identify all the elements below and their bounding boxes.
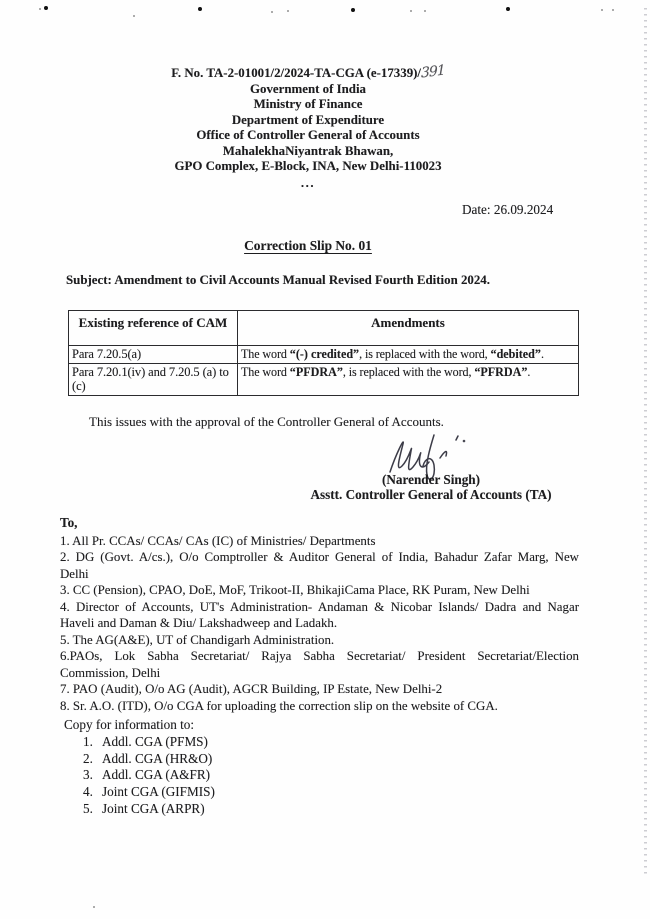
header-existing-reference: Existing reference of CAM bbox=[69, 311, 238, 346]
item-number: 4. bbox=[83, 784, 93, 800]
cell-amendment bbox=[237, 346, 578, 364]
file-number-printed: F. No. TA-2-01001/2/2024-TA-CGA (e-17339)/ bbox=[171, 66, 422, 80]
list-item: 7. PAO (Audit), O/o AG (Audit), AGCR Building, IP Estate, New Delhi-2 bbox=[60, 682, 443, 697]
list-item: 4. Director of Accounts, UT's Administration- Andaman & Nicobar Islands/ Dadra and Nagar bbox=[60, 599, 579, 614]
copy-list-item bbox=[83, 767, 215, 784]
file-number-handwritten: 391 bbox=[420, 62, 445, 82]
list-item: 5. The AG(A&E), UT of Chandigarh Administration. bbox=[60, 632, 335, 647]
list-item: 1. All Pr. CCAs/ CCAs/ CAs (IC) of Ministries/ Departments bbox=[60, 534, 376, 548]
copy-list-item bbox=[83, 801, 215, 818]
list-item-continuation: Delhi bbox=[60, 566, 89, 581]
header-amendments: Amendments bbox=[237, 311, 578, 346]
letterhead bbox=[48, 62, 568, 191]
item-number: 3. bbox=[83, 767, 93, 783]
letterhead-line-address: GPO Complex, E-Block, INA, New Delhi-110023 bbox=[174, 159, 442, 173]
list-item: 6.PAOs, Lok Sabha Secretariat/ Rajya Sabha Secretariat/ President Secretariat/Election bbox=[60, 649, 579, 664]
amendment-old-word: “PFDRA” bbox=[289, 364, 343, 379]
item-number: 5. bbox=[83, 800, 93, 816]
distribution-list bbox=[60, 533, 579, 714]
signatory-name: (Narender Singh) bbox=[381, 472, 481, 487]
list-item-continuation: Commission, Delhi bbox=[60, 665, 161, 680]
copy-for-information-label: Copy for information to: bbox=[64, 717, 195, 732]
list-item: 3. CC (Pension), CPAO, DoE, MoF, Trikoot-II, BhikajiCama Place, RK Puram, New Delhi bbox=[60, 583, 530, 598]
separator-dots: ... bbox=[300, 175, 316, 190]
approval-statement: This issues with the approval of the Controller General of Accounts. bbox=[89, 414, 444, 429]
item-text: Joint CGA (GIFMIS) bbox=[102, 784, 215, 800]
cell-reference: Para 7.20.5(a) bbox=[69, 346, 238, 364]
cell-reference: Para 7.20.1(iv) and 7.20.5 (a) to (c) bbox=[69, 363, 238, 395]
list-item-continuation: Haveli and Daman & Diu/ Lakshadweep and Ladakh. bbox=[60, 616, 338, 631]
item-number: 1. bbox=[83, 734, 93, 749]
amendment-text: The word bbox=[240, 347, 290, 361]
letterhead-line-office: Office of Controller General of Accounts bbox=[196, 128, 420, 142]
copy-list bbox=[83, 734, 215, 818]
copy-list-item bbox=[83, 751, 215, 768]
table-row bbox=[69, 346, 579, 364]
subject-line: Subject: Amendment to Civil Accounts Manual Revised Fourth Edition 2024. bbox=[66, 273, 490, 287]
amendments-table bbox=[68, 310, 579, 396]
amendment-new-word: “PFRDA” bbox=[474, 364, 528, 379]
amendment-text: The word bbox=[240, 364, 290, 379]
amendment-text: , is replaced with the word, bbox=[359, 347, 491, 361]
item-text: Addl. CGA (PFMS) bbox=[102, 734, 208, 749]
signatory-designation: Asstt. Controller General of Accounts (TA) bbox=[310, 487, 552, 502]
to-label: To, bbox=[60, 515, 78, 530]
file-number bbox=[48, 62, 568, 82]
table-row bbox=[69, 363, 579, 395]
copy-list-item bbox=[83, 734, 215, 751]
signatory-block bbox=[278, 472, 584, 502]
amendment-text: . bbox=[527, 364, 531, 379]
correction-slip-title: Correction Slip No. 01 bbox=[244, 238, 372, 253]
item-text: Joint CGA (ARPR) bbox=[102, 800, 205, 816]
list-item: 2. DG (Govt. A/cs.), O/o Comptroller & Auditor General of India, Bahadur Zafar Marg, New bbox=[60, 550, 579, 565]
item-text: Addl. CGA (HR&O) bbox=[102, 750, 213, 766]
letterhead-line-building: MahalekhaNiyantrak Bhawan, bbox=[222, 143, 394, 158]
letterhead-line-department: Department of Expenditure bbox=[231, 112, 385, 127]
amendment-new-word: “debited” bbox=[490, 347, 541, 361]
copy-list-item bbox=[83, 784, 215, 801]
amendment-text: , is replaced with the word, bbox=[342, 364, 475, 379]
date: Date: 26.09.2024 bbox=[462, 202, 554, 217]
item-number: 2. bbox=[83, 750, 93, 766]
amendment-text: . bbox=[540, 347, 544, 361]
item-text: Addl. CGA (A&FR) bbox=[102, 767, 211, 783]
letterhead-line-ministry: Ministry of Finance bbox=[253, 97, 363, 111]
amendment-old-word: “(-) credited” bbox=[289, 347, 360, 361]
table-header-row bbox=[69, 311, 579, 346]
letterhead-line-govt: Government of India bbox=[249, 81, 367, 96]
list-item: 8. Sr. A.O. (ITD), O/o CGA for uploading the correction slip on the website of CGA. bbox=[60, 698, 498, 713]
cell-amendment bbox=[237, 363, 578, 395]
